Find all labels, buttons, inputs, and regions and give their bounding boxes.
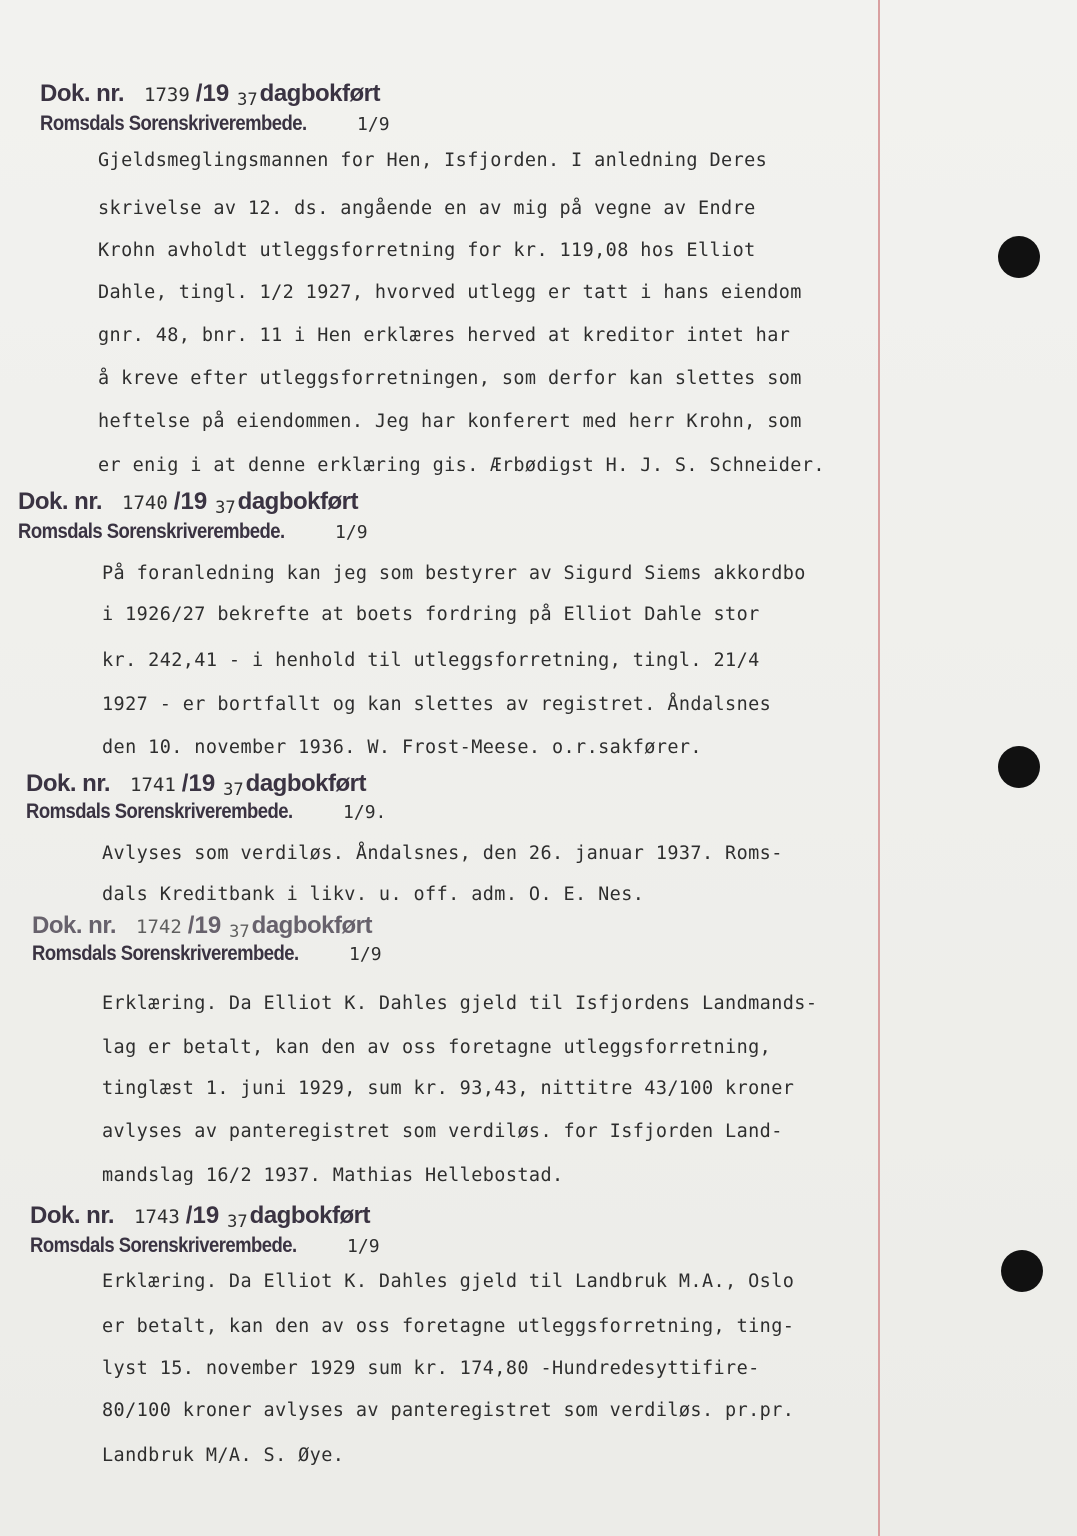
text-line: kr. 242,41 - i henhold til utleggsforretning, tingl. 21/4 — [102, 650, 760, 671]
dok-stamp-header — [26, 770, 366, 798]
dok-stamp-header — [18, 488, 358, 516]
year-suffix: 37 — [215, 498, 236, 518]
dok-label: Dok. nr. — [32, 912, 117, 939]
text-line: gnr. 48, bnr. 11 i Hen erklæres herved at kreditor intet har — [98, 325, 791, 346]
dok-number: 1743 — [134, 1206, 180, 1228]
text-line: er betalt, kan den av oss foretagne utleggsforretning, ting- — [102, 1316, 795, 1337]
punch-hole — [998, 236, 1040, 278]
text-line: i 1926/27 bekrefte at boets fordring på Elliot Dahle stor — [102, 604, 760, 625]
text-line: Gjeldsmeglingsmannen for Hen, Isfjorden. I anledning Deres — [98, 150, 768, 171]
dok-number: 1739 — [144, 84, 190, 106]
office-name: Romsdals Sorenskriverembede. — [18, 520, 285, 543]
year-prefix: /19 — [173, 488, 208, 515]
dok-label: Dok. nr. — [26, 770, 111, 797]
year-suffix: 37 — [227, 1212, 248, 1232]
year-prefix: /19 — [187, 912, 222, 939]
office-stamp — [26, 800, 386, 824]
text-line: skrivelse av 12. ds. angående en av mig på vegne av Endre — [98, 198, 756, 219]
text-line: den 10. november 1936. W. Frost-Meese. o.r.sakfører. — [102, 737, 702, 758]
text-line: å kreve efter utleggsforretningen, som derfor kan slettes som — [98, 368, 802, 389]
dagbokfort-label: dagbokført — [249, 1202, 370, 1229]
office-name: Romsdals Sorenskriverembede. — [32, 942, 299, 965]
office-stamp — [30, 1234, 380, 1258]
text-line: 80/100 kroner avlyses av panteregistret som verdiløs. pr.pr. — [102, 1400, 795, 1421]
year-suffix: 37 — [223, 780, 244, 800]
entry-date: 1/9 — [349, 944, 382, 965]
year-suffix: 37 — [229, 922, 250, 942]
text-line: dals Kreditbank i likv. u. off. adm. O. E. Nes. — [102, 884, 645, 905]
dok-number: 1741 — [130, 774, 176, 796]
punch-hole — [998, 746, 1040, 788]
year-prefix: /19 — [195, 80, 230, 107]
dok-label: Dok. nr. — [30, 1202, 115, 1229]
text-line: heftelse på eiendommen. Jeg har konferert med herr Krohn, som — [98, 411, 802, 432]
text-line: lag er betalt, kan den av oss foretagne utleggsforretning, — [102, 1037, 772, 1058]
text-line: 1927 - er bortfallt og kan slettes av registret. Åndalsnes — [102, 694, 772, 715]
entry-date: 1/9 — [357, 114, 390, 135]
year-prefix: /19 — [181, 770, 216, 797]
dagbokfort-label: dagbokført — [245, 770, 366, 797]
dok-stamp-header — [40, 80, 380, 108]
text-line: Erklæring. Da Elliot K. Dahles gjeld til Landbruk M.A., Oslo — [102, 1271, 795, 1292]
office-name: Romsdals Sorenskriverembede. — [30, 1234, 297, 1257]
entry-date: 1/9 — [347, 1236, 380, 1257]
dagbokfort-label: dagbokført — [237, 488, 358, 515]
text-line: Krohn avholdt utleggsforretning for kr. 119,08 hos Elliot — [98, 240, 756, 261]
year-prefix: /19 — [185, 1202, 220, 1229]
text-line: På foranledning kan jeg som bestyrer av Sigurd Siems akkordbo — [102, 563, 806, 584]
office-stamp — [18, 520, 368, 544]
text-line: Dahle, tingl. 1/2 1927, hvorved utlegg er tatt i hans eiendom — [98, 282, 802, 303]
dok-label: Dok. nr. — [18, 488, 103, 515]
text-line: tinglæst 1. juni 1929, sum kr. 93,43, nittitre 43/100 kroner — [102, 1078, 795, 1099]
text-line: avlyses av panteregistret som verdiløs. for Isfjorden Land- — [102, 1121, 783, 1142]
text-line: Landbruk M/A. S. Øye. — [102, 1445, 345, 1466]
year-suffix: 37 — [237, 90, 258, 110]
dok-number: 1740 — [122, 492, 168, 514]
dok-stamp-header — [32, 912, 372, 940]
dagbokfort-label: dagbokført — [251, 912, 372, 939]
office-stamp — [32, 942, 382, 966]
dok-number: 1742 — [136, 916, 182, 938]
entry-date: 1/9 — [335, 522, 368, 543]
text-line: Avlyses som verdiløs. Åndalsnes, den 26. januar 1937. Roms- — [102, 843, 783, 864]
office-name: Romsdals Sorenskriverembede. — [26, 800, 293, 823]
office-name: Romsdals Sorenskriverembede. — [40, 112, 307, 135]
text-line: mandslag 16/2 1937. Mathias Hellebostad. — [102, 1165, 564, 1186]
margin-rule — [878, 0, 880, 1536]
punch-hole — [1001, 1250, 1043, 1292]
dagbokfort-label: dagbokført — [259, 80, 380, 107]
text-line: er enig i at denne erklæring gis. Ærbødigst H. J. S. Schneider. — [98, 455, 825, 476]
text-line: Erklæring. Da Elliot K. Dahles gjeld til Isfjordens Landmands- — [102, 993, 818, 1014]
dok-stamp-header — [30, 1202, 370, 1230]
text-line: lyst 15. november 1929 sum kr. 174,80 -Hundredesyttifire- — [102, 1358, 760, 1379]
office-stamp — [40, 112, 390, 136]
dok-label: Dok. nr. — [40, 80, 125, 107]
entry-date: 1/9. — [343, 802, 387, 823]
